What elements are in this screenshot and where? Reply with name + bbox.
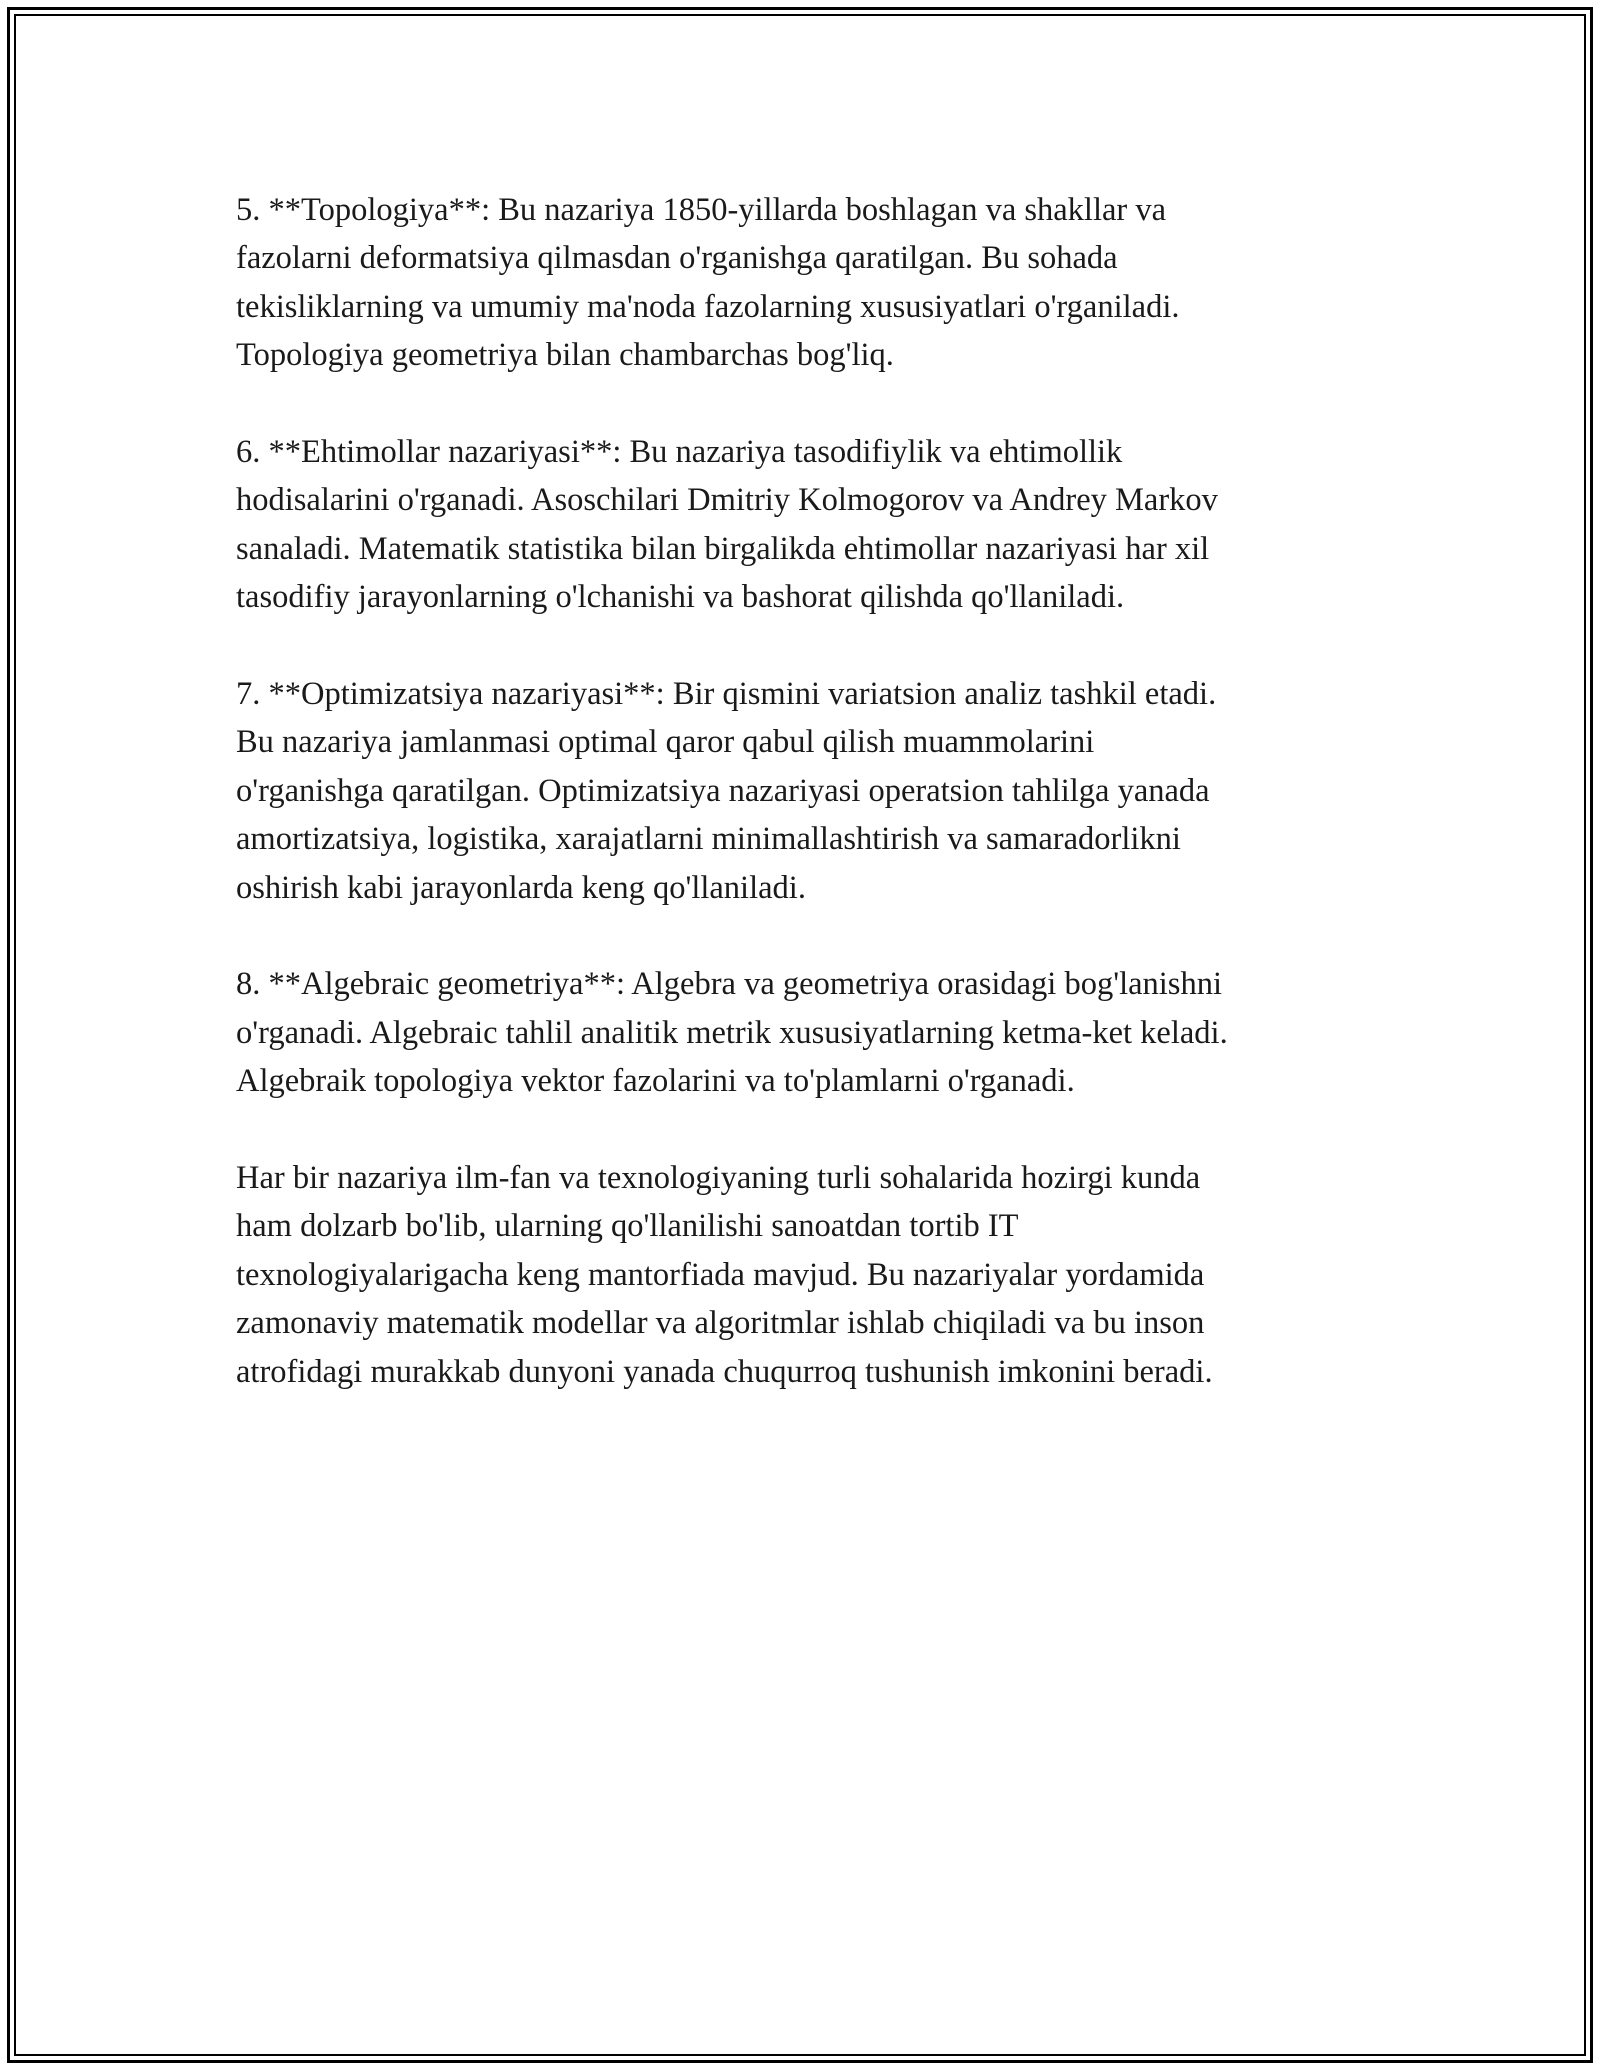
text-line: tekisliklarning va umumiy ma'noda fazolarning xususiyatlari o'rganiladi. bbox=[236, 288, 1180, 325]
paragraph-algebraic-geometriya bbox=[236, 960, 1386, 1105]
paragraph-ehtimollar-nazariyasi bbox=[236, 428, 1386, 622]
text-line: sanaladi. Matematik statistika bilan birgalikda ehtimollar nazariyasi har xil bbox=[236, 530, 1210, 567]
text-line: 7. **Optimizatsiya nazariyasi**: Bir qismini variatsion analiz tashkil etadi. bbox=[236, 676, 1217, 713]
text-line: o'rganadi. Algebraic tahlil analitik metrik xususiyatlarning ketma-ket keladi. bbox=[236, 1014, 1228, 1051]
text-line: 5. **Topologiya**: Bu nazariya 1850-yillarda boshlagan va shakllar va bbox=[236, 192, 1167, 228]
text-line: tasodifiy jarayonlarning o'lchanishi va bashorat qilishda qo'llaniladi. bbox=[236, 579, 1125, 616]
text-line: 8. **Algebraic geometriya**: Algebra va geometriya orasidagi bog'lanishni bbox=[236, 966, 1222, 1003]
paragraph-optimizatsiya-nazariyasi bbox=[236, 670, 1386, 912]
text-line: oshirish kabi jarayonlarda keng qo'llaniladi. bbox=[236, 869, 806, 906]
text-line: Algebraik topologiya vektor fazolarini va to'plamlarni o'rganadi. bbox=[236, 1063, 1075, 1100]
document-body bbox=[236, 186, 1386, 1444]
text-line: atrofidagi murakkab dunyoni yanada chuqurroq tushunish imkonini beradi. bbox=[236, 1353, 1213, 1390]
text-line: amortizatsiya, logistika, xarajatlarni minimallashtirish va samaradorlikni bbox=[236, 821, 1181, 858]
text-line: Topologiya geometriya bilan chambarchas bog'liq. bbox=[236, 337, 894, 374]
text-line: fazolarni deformatsiya qilmasdan o'rganishga qaratilgan. Bu sohada bbox=[236, 240, 1118, 277]
paragraph-conclusion bbox=[236, 1154, 1386, 1396]
text-line: zamonaviy matematik modellar va algoritmlar ishlab chiqiladi va bu inson bbox=[236, 1305, 1205, 1342]
text-line: texnologiyalarigacha keng mantorfiada mavjud. Bu nazariyalar yordamida bbox=[236, 1256, 1205, 1293]
text-line: Bu nazariya jamlanmasi optimal qaror qabul qilish muammolarini bbox=[236, 724, 1095, 761]
text-line: Har bir nazariya ilm-fan va texnologiyaning turli sohalarida hozirgi kunda bbox=[236, 1160, 1201, 1197]
text-line: hodisalarini o'rganadi. Asoschilari Dmitriy Kolmogorov va Andrey Markov bbox=[236, 482, 1218, 519]
paragraph-topologiya bbox=[236, 186, 1386, 380]
text-line: ham dolzarb bo'lib, ularning qo'llanilishi sanoatdan tortib IT bbox=[236, 1208, 1019, 1245]
text-line: 6. **Ehtimollar nazariyasi**: Bu nazariya tasodifiylik va ehtimollik bbox=[236, 434, 1123, 471]
text-line: o'rganishga qaratilgan. Optimizatsiya nazariyasi operatsion tahlilga yanada bbox=[236, 772, 1210, 809]
